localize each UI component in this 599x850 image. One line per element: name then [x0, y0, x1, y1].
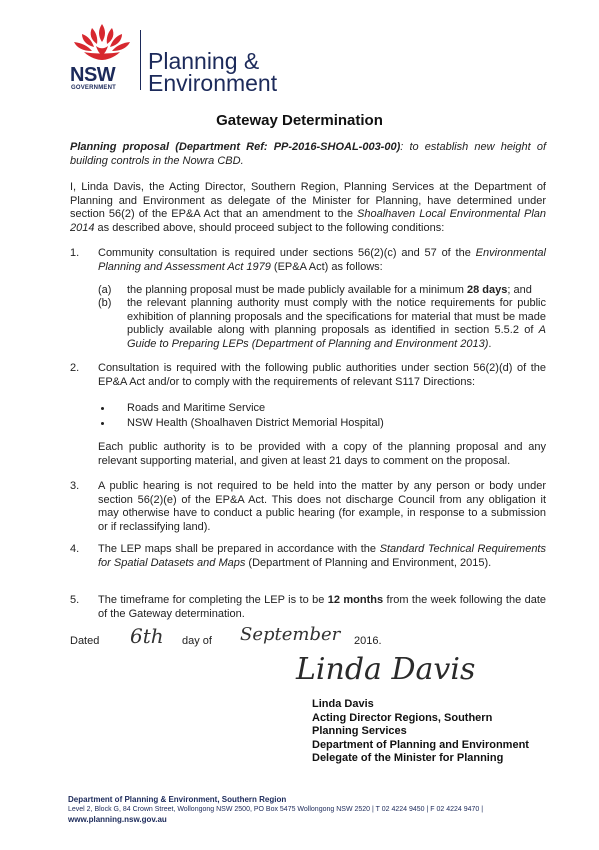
page-title: Gateway Determination: [216, 112, 383, 129]
signatory-block: [312, 698, 529, 766]
signatory-department: Department of Planning and Environment: [312, 738, 529, 751]
logo-divider: [140, 30, 141, 90]
proposal-paragraph: [70, 141, 546, 168]
intro-paragraph: [70, 181, 546, 235]
condition-1-act-name: Environmental Planning and Assessment Act 1979: [98, 247, 546, 273]
footer-website-link[interactable]: www.planning.nsw.gov.au: [68, 815, 167, 824]
condition-4-text: [98, 543, 546, 570]
authority-list-item: NSW Health (Shoalhaven District Memorial Hospital): [127, 417, 384, 429]
dated-label: Dated: [70, 635, 100, 647]
bullet-icon: [101, 422, 104, 425]
condition-1a-label: (a): [98, 284, 112, 296]
condition-2-number: 2.: [70, 362, 80, 374]
page-footer: [68, 795, 483, 825]
intro-text-2: as described above, should proceed subject to the following conditions:: [94, 221, 445, 234]
bullet-icon: [101, 407, 104, 410]
footer-department: Department of Planning & Environment, Southern Region: [68, 795, 287, 804]
condition-1b-label: (b): [98, 297, 112, 309]
condition-5-text-a: The timeframe for completing the LEP is to be: [98, 594, 328, 606]
condition-5-text-b: from the week following the date of the Gateway determination.: [98, 594, 546, 620]
condition-1a-days: 28 days: [466, 284, 508, 296]
condition-1a-text: [127, 284, 546, 298]
proposal-text: : to establish new height of building controls in the Nowra CBD.: [70, 141, 547, 167]
signatory-name: Linda Davis: [312, 698, 374, 710]
waratah-icon: [70, 22, 134, 64]
condition-4-number: 4.: [70, 543, 80, 555]
condition-1a-end: ; and: [507, 284, 532, 296]
condition-4-text-a: The LEP maps shall be prepared in accordance with the: [98, 543, 380, 555]
day-of-label: day of: [182, 635, 212, 647]
condition-1-number: 1.: [70, 247, 80, 259]
dated-year: 2016.: [354, 635, 382, 647]
department-line1: Planning: [148, 48, 238, 74]
condition-1b-guide-title: A Guide to Preparing LEPs (Department of Planning and Environment 2013): [127, 324, 546, 350]
handwritten-day: 6th: [130, 624, 164, 648]
proposal-label: Planning proposal (Department Ref: PP-2016-SHOAL-003-00): [70, 141, 401, 153]
department-wordmark: [148, 50, 277, 94]
department-line2: Environment: [148, 70, 278, 96]
condition-2-text: Consultation is required with the following public authorities under section 56(2)(d) of the EP&A Act and/or to comply with the requirements of relevant S117 Directions:: [98, 362, 546, 388]
handwritten-month: September: [240, 624, 341, 645]
condition-3-number: 3.: [70, 480, 80, 492]
condition-5-timeframe: 12 months: [327, 594, 384, 606]
footer-address: Level 2, Block G, 84 Crown Street, Wollongong NSW 2500, PO Box 5475 Wollongong NSW 2520 | T 02 4224 9450 | F 02 4224 9470 |: [68, 806, 484, 813]
department-ampersand: &: [243, 48, 260, 74]
handwritten-signature: Linda Davis: [296, 652, 476, 687]
condition-5-text: [98, 594, 546, 621]
condition-1-text-b: (EP&A Act) as follows:: [270, 260, 383, 273]
signatory-delegate: Delegate of the Minister for Planning: [312, 752, 504, 764]
condition-1-text-a: Community consultation is required under sections 56(2)(c) and 57 of the: [98, 247, 476, 259]
condition-1-text: [98, 247, 546, 274]
condition-5-number: 5.: [70, 594, 80, 606]
signatory-title: Acting Director Regions, Southern: [312, 711, 493, 724]
authority-list-item: Roads and Maritime Service: [127, 402, 266, 414]
condition-3-text: A public hearing is not required to be held into the matter by any person or body under section 56(2)(e) of the EP&A Act. This does not discharge Council from any obligation it may otherwise have to conduct a public hearing (for example, in response to a submission or if reclassifying land).: [98, 480, 546, 533]
condition-1b-text: [127, 297, 546, 351]
intro-text-1: I, Linda Davis, the Acting Director, Southern Region, Planning Services at the Department of Planning and Environment as delegate of the Minister for Planning, have determined under section 56(2) of the EP&A Act that an amendment to the: [70, 181, 546, 220]
signatory-title-2: Planning Services: [312, 725, 407, 737]
condition-4-standard-title: Standard Technical Requirements for Spatial Datasets and Maps: [98, 543, 546, 569]
condition-1b-end: .: [488, 337, 492, 350]
government-wordmark: GOVERNMENT: [71, 85, 117, 91]
intro-plan-name: Shoalhaven Local Environmental Plan 2014: [70, 208, 546, 234]
condition-2-follow-text: Each public authority is to be provided with a copy of the planning proposal and any relevant supporting material, and given at least 21 days to comment on the proposal.: [98, 441, 546, 467]
condition-4-text-b: (Department of Planning and Environment, 2015).: [245, 556, 492, 569]
condition-1a-text-main: the planning proposal must be made publicly available for a minimum: [127, 284, 467, 296]
nsw-wordmark: NSW: [70, 64, 116, 86]
condition-1b-text-main: the relevant planning authority must comply with the notice requirements for public exhibition of planning proposals and the specifications for material that must be made publicly available along with planning proposals as identified in section 5.5.2 of: [127, 297, 546, 336]
